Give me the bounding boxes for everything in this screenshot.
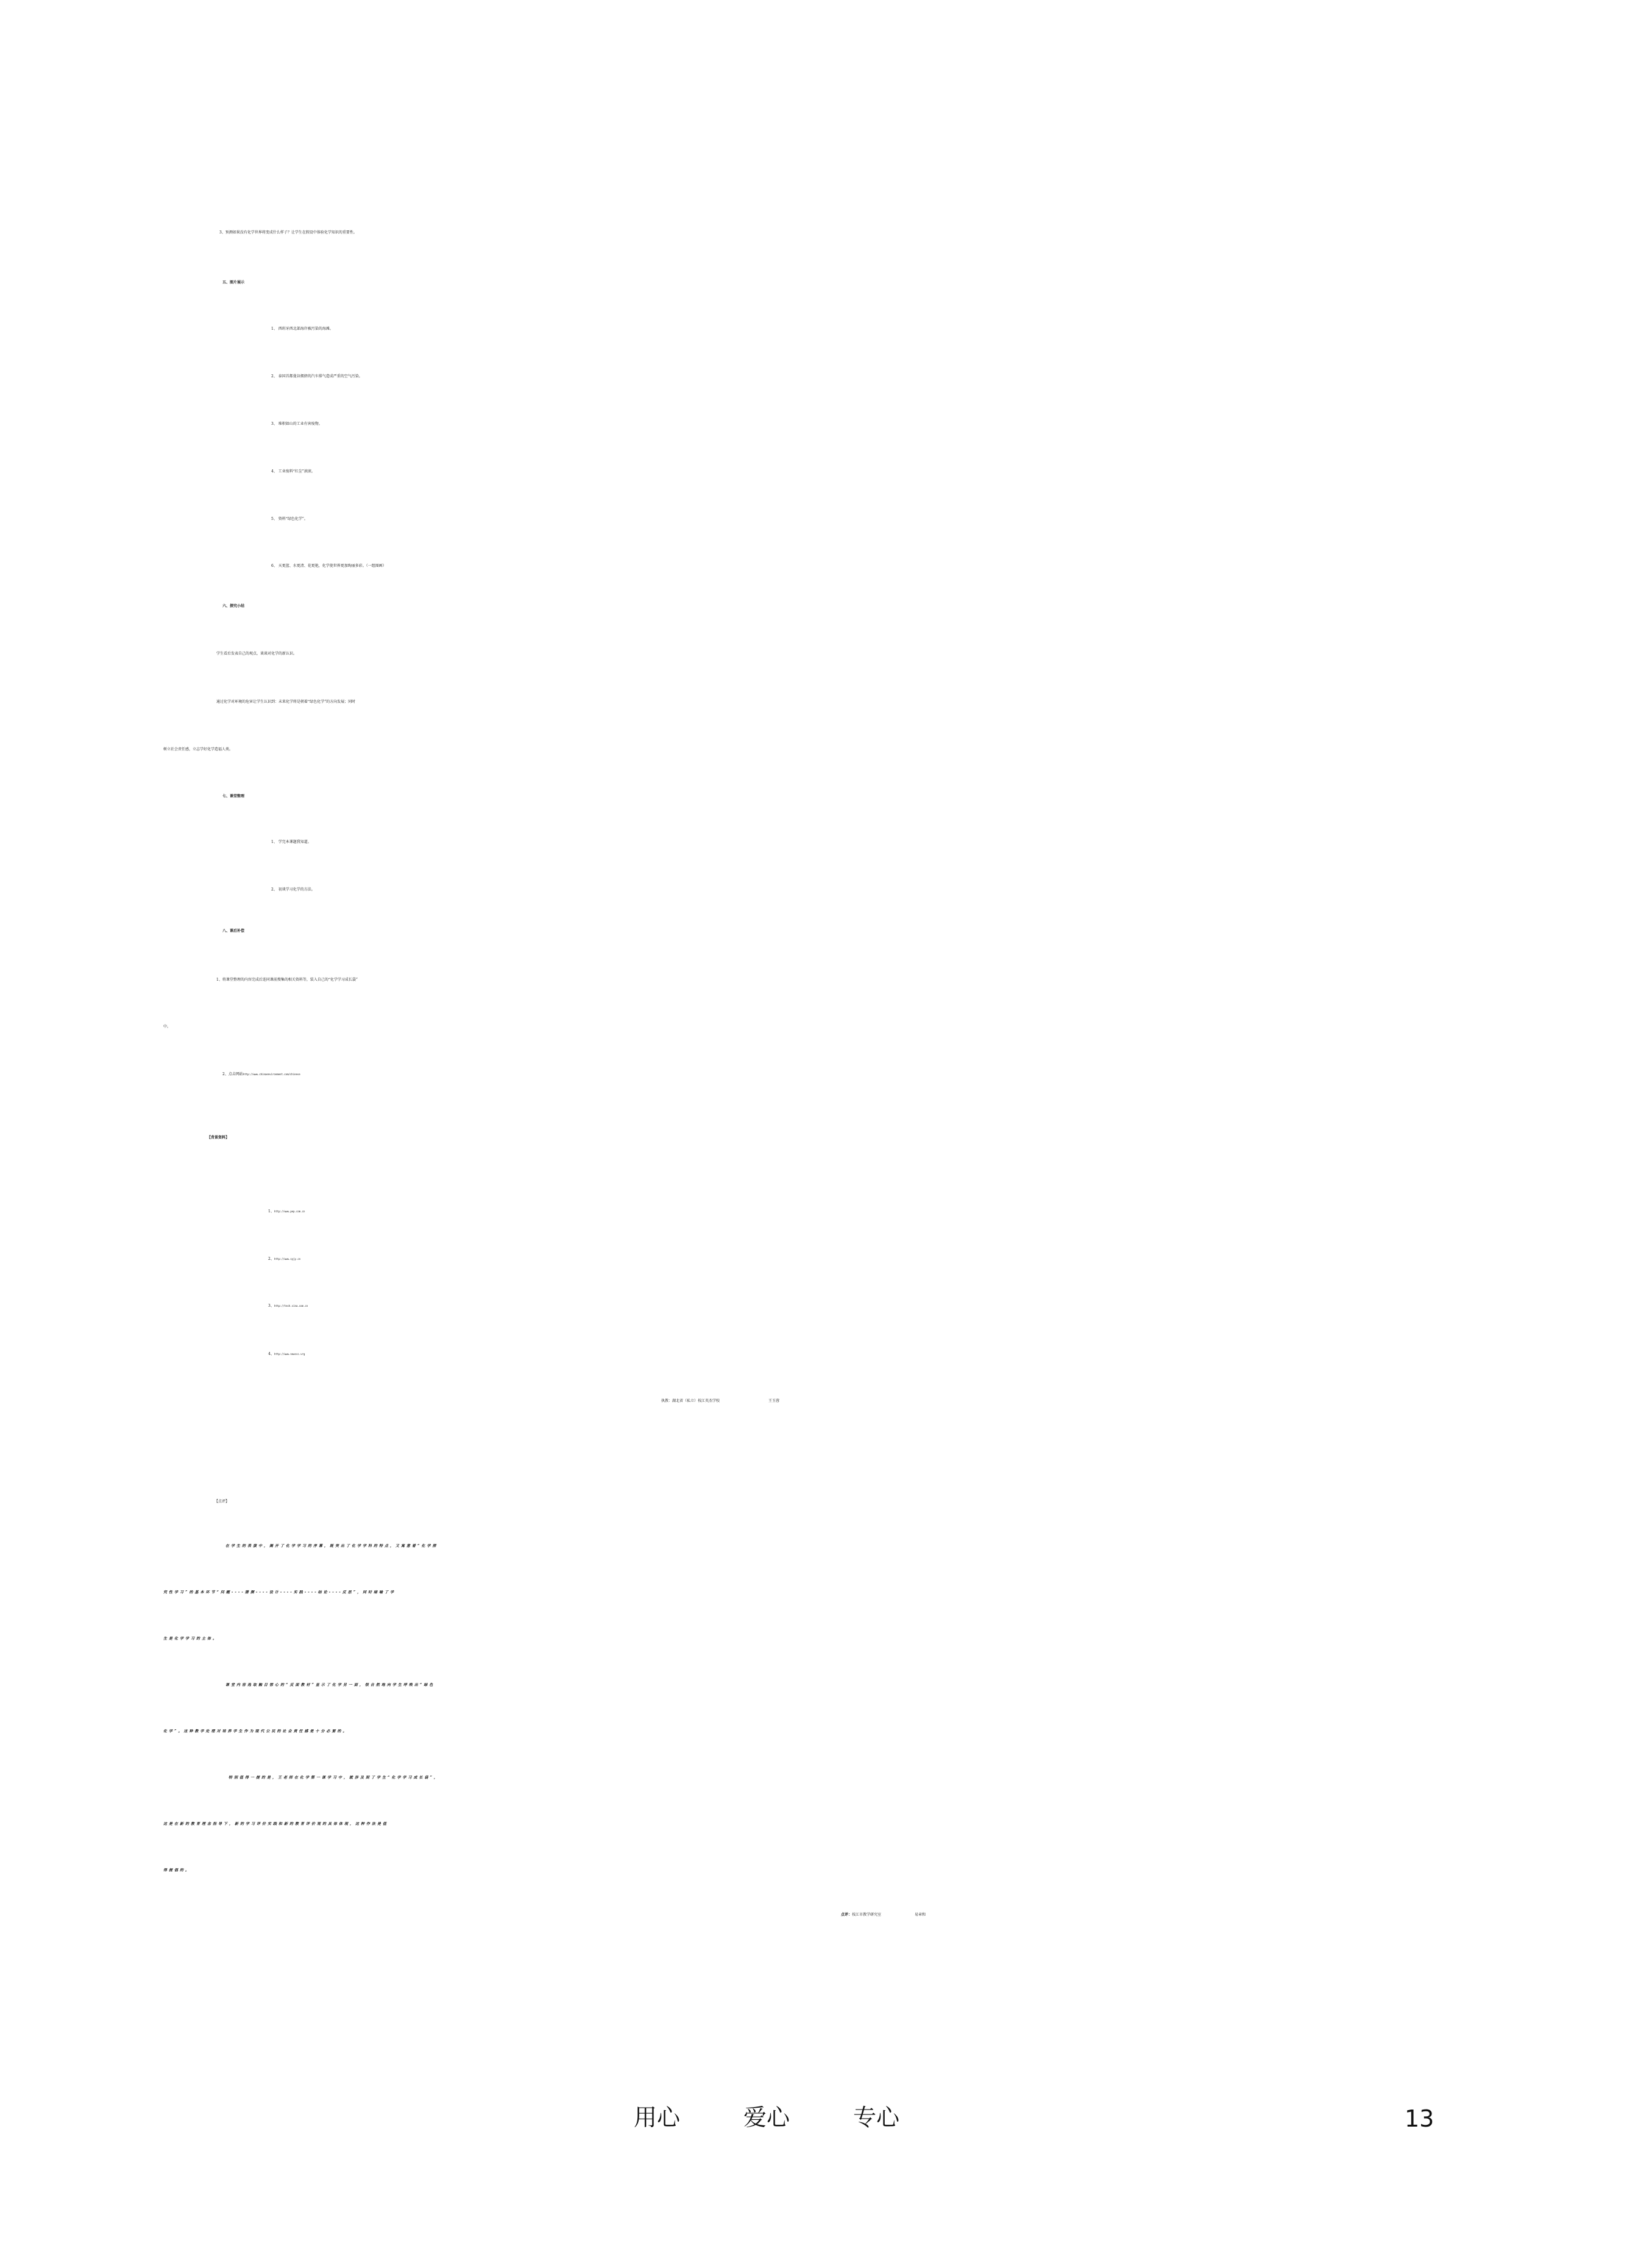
teacher-name: 王玉蓉 bbox=[768, 1399, 780, 1403]
review-para-1-line-1: 在学生的表演中，揭开了化学学习的序幕，既突出了化学学科的特点，又寓意着“化学探 bbox=[225, 1544, 438, 1548]
section-7-heading: 七、课堂整理 bbox=[222, 794, 245, 798]
footer-motto-2: 爱心 bbox=[743, 2104, 790, 2131]
background-link-1 bbox=[0, 1193, 1638, 1230]
background-link-4-url[interactable]: http://www.newssc.vrg bbox=[274, 1353, 305, 1356]
background-link-3-url[interactable]: http://tech.sina.com.cn bbox=[274, 1304, 308, 1307]
section-5-item-1: 1、 西班牙西北部海岸被污染的海滩。 bbox=[271, 327, 333, 331]
background-link-3 bbox=[0, 1288, 1638, 1324]
section-5-item-5: 5、 资料“绿色化学”。 bbox=[271, 517, 308, 521]
footer-motto-1: 用心 bbox=[634, 2104, 681, 2131]
item-3-prediction: 3、预测如果没有化学世界将变成什么样子？让学生在假设中体验化学知识的重要性。 bbox=[219, 230, 357, 235]
section-5-item-4: 4、 工业废料“红尘”滚滚。 bbox=[271, 469, 315, 474]
section-8-item-1-line-2: 中。 bbox=[163, 1025, 171, 1029]
section-6-para-1: 学生看后发表自己的观点，谈谈对化学的新认识。 bbox=[216, 652, 297, 656]
review-para-1-line-2: 究性学习”的基本环节“问题----猜测----设计----实践----结论----反思”，同时暗喻了学 bbox=[163, 1590, 396, 1594]
review-signature-name: 易章和 bbox=[915, 1913, 926, 1917]
review-signature bbox=[0, 1897, 1638, 1933]
background-link-1-url[interactable]: http://www.pep.com.cn bbox=[274, 1210, 305, 1213]
footer-motto-3: 专心 bbox=[853, 2104, 900, 2131]
background-link-2-number: 2、 bbox=[268, 1257, 274, 1261]
review-para-1-line-3: 生是化学学习的主体。 bbox=[163, 1637, 219, 1641]
section-8-heading: 八、课后补偿 bbox=[222, 929, 245, 933]
review-heading: 【点评】 bbox=[214, 1499, 230, 1504]
section-7-item-2: 2、 初谈学习化学的方法。 bbox=[271, 887, 315, 892]
section-5-item-6: 6、 天更蓝、水更清、花更艳，化学使世界更加绚丽多彩。（一组图画） bbox=[271, 564, 386, 568]
background-link-3-number: 3、 bbox=[268, 1304, 274, 1308]
section-5-heading: 五、图片展示 bbox=[222, 280, 245, 285]
section-6-para-2-line-1: 通过化学对环境的危害让学生认识到：未来化学将是朝着“绿色化学”的方向发展；同时 bbox=[216, 700, 356, 704]
review-signature-org: 枝江市教学研究室 bbox=[852, 1913, 882, 1917]
section-5-item-2: 2、 泰国首都曼谷拥挤的汽车排气造成严重的空气污染。 bbox=[271, 374, 363, 379]
section-8-item-2-prefix: 2、点击网站 bbox=[222, 1072, 243, 1076]
teacher-credit bbox=[0, 1383, 1638, 1420]
website-link[interactable]: http://www.chinaenvironment.com/chinese bbox=[243, 1073, 300, 1076]
background-link-1-number: 1、 bbox=[268, 1209, 274, 1214]
background-link-2 bbox=[0, 1241, 1638, 1278]
review-para-2-line-2: 化学”。这种教学处理对培养学生作为现代公民的社会责任感是十分必要的。 bbox=[163, 1729, 349, 1733]
section-7-item-1: 1、 学完本课题我知道。 bbox=[271, 840, 311, 844]
section-5-item-3: 3、 堆积如山的工业有害废物。 bbox=[271, 422, 322, 426]
background-link-4-number: 4、 bbox=[268, 1352, 274, 1356]
section-6-heading: 六、探究小结 bbox=[222, 604, 245, 608]
review-para-2-line-1: 课堂内容选取触目惊心的“反面教材”显示了化学另一面，很自然地向学生呼唤出“绿色 bbox=[225, 1683, 435, 1687]
teacher-credit-label: 执教：湖北省（私立）枝江英杰学校 bbox=[661, 1399, 720, 1403]
page-number: 13 bbox=[1405, 2105, 1434, 2132]
review-para-3-line-2: 这是在新的教育理念指导下，新的学习评价实践和新的教育评价观的具体体现，这种作法是值 bbox=[163, 1822, 389, 1826]
background-link-4 bbox=[0, 1336, 1638, 1373]
review-para-3-line-3: 得提倡的。 bbox=[163, 1868, 191, 1872]
section-8-item-2 bbox=[0, 1056, 1638, 1093]
section-6-para-2-line-2: 树立社会责任感，立志学好化学造福人类。 bbox=[163, 747, 233, 752]
review-para-3-line-1: 特别值得一提的是，王老师在化学第一课学习中，就涉及到了学生“化学学习成长袋”， bbox=[229, 1776, 439, 1780]
background-link-2-url[interactable]: http://www.syjy.cn bbox=[274, 1257, 301, 1260]
review-signature-label: 点评： bbox=[841, 1913, 853, 1917]
section-8-item-1-line-1: 1、将课堂整理的内容完成后连同课前搜集的相关资料等，装入自己的“化学学习成长袋” bbox=[216, 978, 358, 982]
background-heading: 【背景资料】 bbox=[207, 1136, 230, 1140]
